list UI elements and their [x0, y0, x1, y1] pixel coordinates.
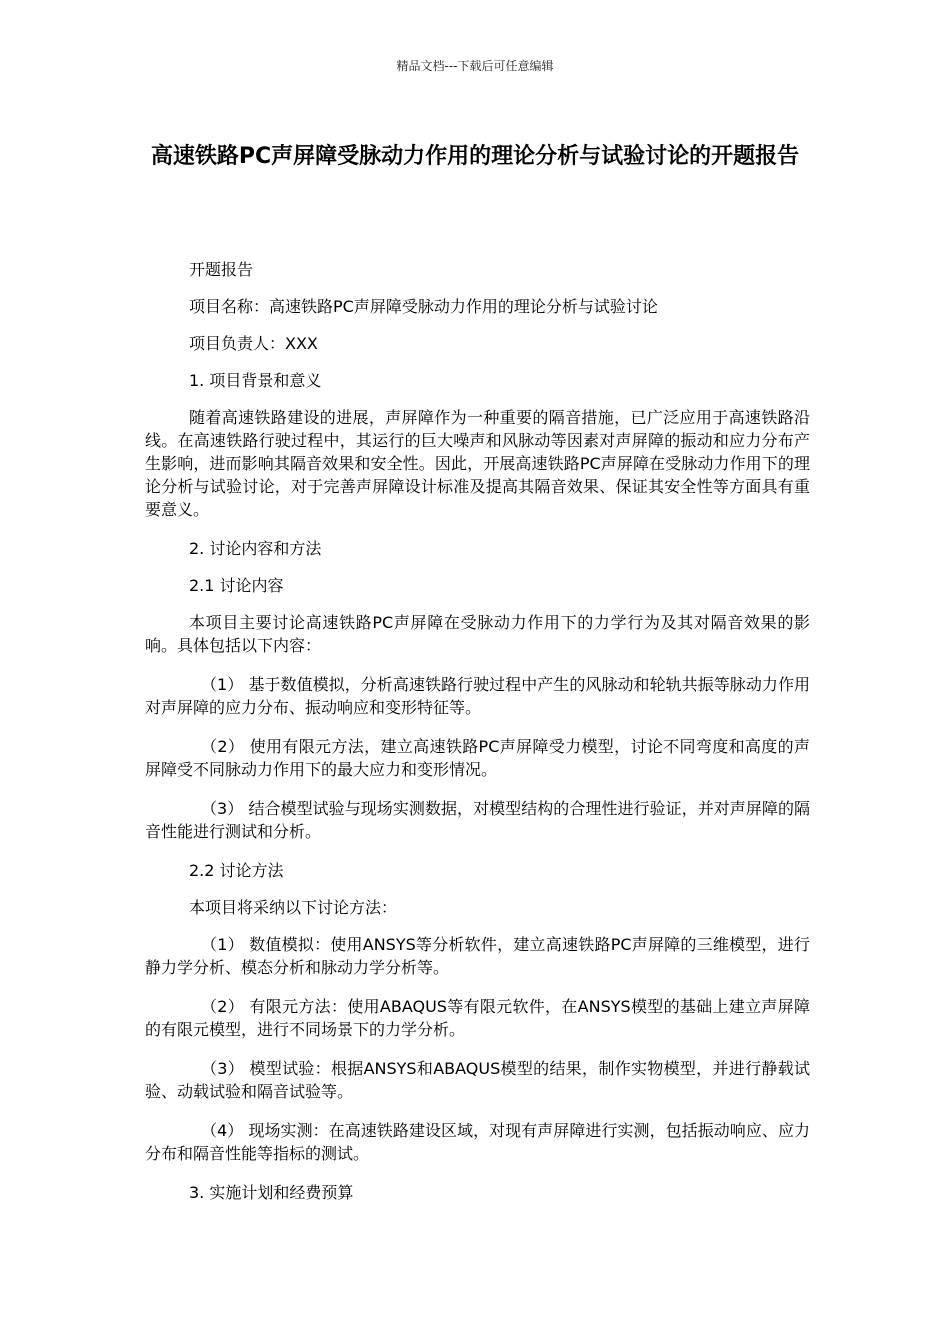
section-heading: 2. 讨论内容和方法: [189, 539, 322, 558]
paragraph: 开题报告: [189, 260, 254, 279]
paragraph: 项目名称：高速铁路PC声屏障受脉动力作用的理论分析与试验讨论: [189, 297, 658, 316]
section-heading: 3. 实施计划和经费预算: [189, 1183, 354, 1202]
list-item: （4） 现场实测：在高速铁路建设区域，对现有声屏障进行实测，包括振动响应、应力分布和隔音性能等指标的测试。: [145, 1121, 810, 1163]
page-header: 精品文档---下载后可任意编辑: [396, 59, 554, 73]
paragraph: 随着高速铁路建设的进展，声屏障作为一种重要的隔音措施，已广泛应用于高速铁路沿线。在高速铁路行驶过程中，其运行的巨大噪声和风脉动等因素对声屏障的振动和应力分布产生影响，进而影响其隔音效果和安全性。因此，开展高速铁路PC声屏障在受脉动力作用下的理论分析与试验讨论，对于完善声屏障设计标准及提高其隔音效果、保证其安全性等方面具有重要意义。: [145, 408, 810, 519]
document-title: 高速铁路PC声屏障受脉动力作用的理论分析与试验讨论的开题报告: [150, 144, 800, 169]
section-heading: 1. 项目背景和意义: [189, 371, 322, 390]
list-item: （1） 基于数值模拟，分析高速铁路行驶过程中产生的风脉动和轮轨共振等脉动力作用对声屏障的应力分布、振动响应和变形特征等。: [145, 675, 810, 717]
paragraph: 项目负责人：XXX: [189, 334, 318, 353]
list-item: （3） 模型试验：根据ANSYS和ABAQUS模型的结果，制作实物模型，并进行静载试验、动载试验和隔音试验等。: [145, 1059, 810, 1101]
list-item: （2） 使用有限元方法，建立高速铁路PC声屏障受力模型，讨论不同弯度和高度的声屏障受不同脉动力作用下的最大应力和变形情况。: [145, 737, 810, 779]
subsection-heading: 2.2 讨论方法: [189, 861, 284, 880]
paragraph: 本项目主要讨论高速铁路PC声屏障在受脉动力作用下的力学行为及其对隔音效果的影响。具体包括以下内容：: [145, 613, 810, 655]
document-body: [145, 258, 810, 1218]
list-item: （3） 结合模型试验与现场实测数据，对模型结构的合理性进行验证，并对声屏障的隔音性能进行测试和分析。: [145, 799, 810, 841]
subsection-heading: 2.1 讨论内容: [189, 576, 284, 595]
paragraph: 本项目将采纳以下讨论方法：: [189, 898, 398, 917]
list-item: （2） 有限元方法：使用ABAQUS等有限元软件，在ANSYS模型的基础上建立声屏障的有限元模型，进行不同场景下的力学分析。: [145, 997, 810, 1039]
list-item: （1） 数值模拟：使用ANSYS等分析软件，建立高速铁路PC声屏障的三维模型，进行静力学分析、模态分析和脉动力学分析等。: [145, 935, 810, 977]
